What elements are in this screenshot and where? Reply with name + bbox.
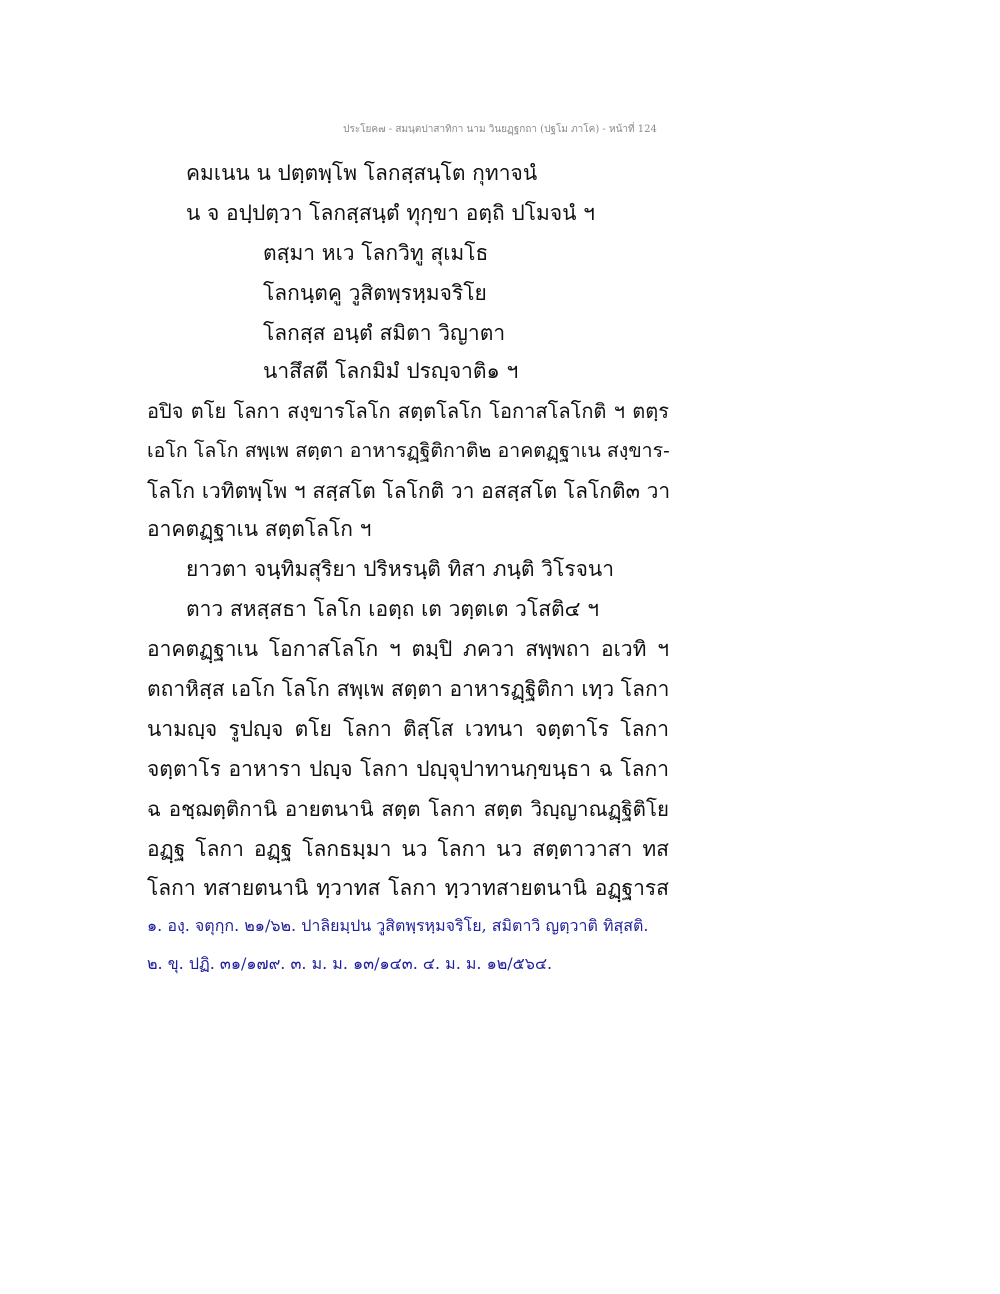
page-header: ประโยค๗ - สมนฺตปาสาทิกา นาม วินยฏฺฐกถา (ปฐโม ภาโค) - หน้าที่ 124: [343, 124, 657, 135]
prose-line: โลโก เวทิตพฺโพ ฯ สสฺสโต โลโกติ วา อสสฺสโต โลโกติ๓ วา: [147, 479, 671, 503]
prose-line: อาคตฏฺฐาเน สตฺตโลโก ฯ: [147, 517, 372, 541]
verse-line: โลกสฺส อนฺตํ สมิตา วิญาตา: [263, 321, 506, 345]
prose-line: นามญฺจ รูปญฺจ ตโย โลกา ติสฺโส เวทนา จตฺตาโร โลกา: [147, 717, 669, 741]
verse-line: นาสึสตี โลกมิมํ ปรญฺจาติ๑ ฯ: [263, 359, 519, 383]
prose-line: อฏฺฐ โลกา อฏฺฐ โลกธมฺมา นว โลกา นว สตฺตาวาสา ทส: [147, 837, 669, 861]
prose-line: ฉ อชฺฌตฺติกานิ อายตนานิ สตฺต โลกา สตฺต วิญฺญาณฏฺฐิติโย: [147, 797, 669, 821]
verse-line: ตาว สหสฺสธา โลโก เอตฺถ เต วตฺตเต วโสติ๔ ฯ: [186, 597, 600, 621]
verse-line: ตสฺมา หเว โลกวิทู สุเมโธ: [263, 241, 489, 265]
verse-line: ยาวตา จนฺทิมสุริยา ปริหรนฺติ ทิสา ภนฺติ วิโรจนา: [186, 557, 615, 581]
prose-line: อาคตฏฺฐาเน โอกาสโลโก ฯ ตมฺปิ ภควา สพฺพถา อเวทิ ฯ: [147, 637, 669, 661]
prose-line: โลกา ทสายตนานิ ทฺวาทส โลกา ทฺวาทสายตนานิ อฏฺฐารส: [147, 876, 669, 900]
prose-line: อปิจ ตโย โลกา สงฺขารโลโก สตฺตโลโก โอกาสโลโกติ ฯ ตตฺร: [147, 399, 669, 423]
verse-line: น จ อปฺปตฺวา โลกสฺสนฺตํ ทุกฺขา อตฺถิ ปโมจนํ ฯ: [186, 201, 595, 225]
prose-line: จตฺตาโร อาหารา ปญฺจ โลกา ปญฺจุปาทานกฺขนฺธา ฉ โลกา: [147, 757, 669, 781]
prose-line: เอโก โลโก สพฺเพ สตฺตา อาหารฏฺฐิติกาติ๒ อาคตฏฺฐาเน สงฺขาร-: [147, 439, 670, 462]
verse-line: คมเนน น ปตฺตพฺโพ โลกสฺสนฺโต กุทาจนํ: [186, 161, 538, 185]
prose-line: ตถาหิสฺส เอโก โลโก สพฺเพ สตฺตา อาหารฏฺฐิติกา เทฺว โลกา: [147, 677, 670, 701]
footnote: ๒. ขุ. ปฏิ. ๓๑/๑๗๙. ๓. ม. ม. ๑๓/๑๔๓. ๔. ม. ม. ๑๒/๕๖๔.: [147, 954, 553, 973]
verse-line: โลกนฺตคู วูสิตพฺรหฺมจริโย: [263, 281, 487, 305]
footnote: ๑. องฺ. จตุกฺก. ๒๑/๖๒. ปาลิยมฺปน วูสิตพฺรหฺมจริโย, สมิตาวิ ญตฺวาติ ทิสฺสติ.: [147, 916, 649, 935]
